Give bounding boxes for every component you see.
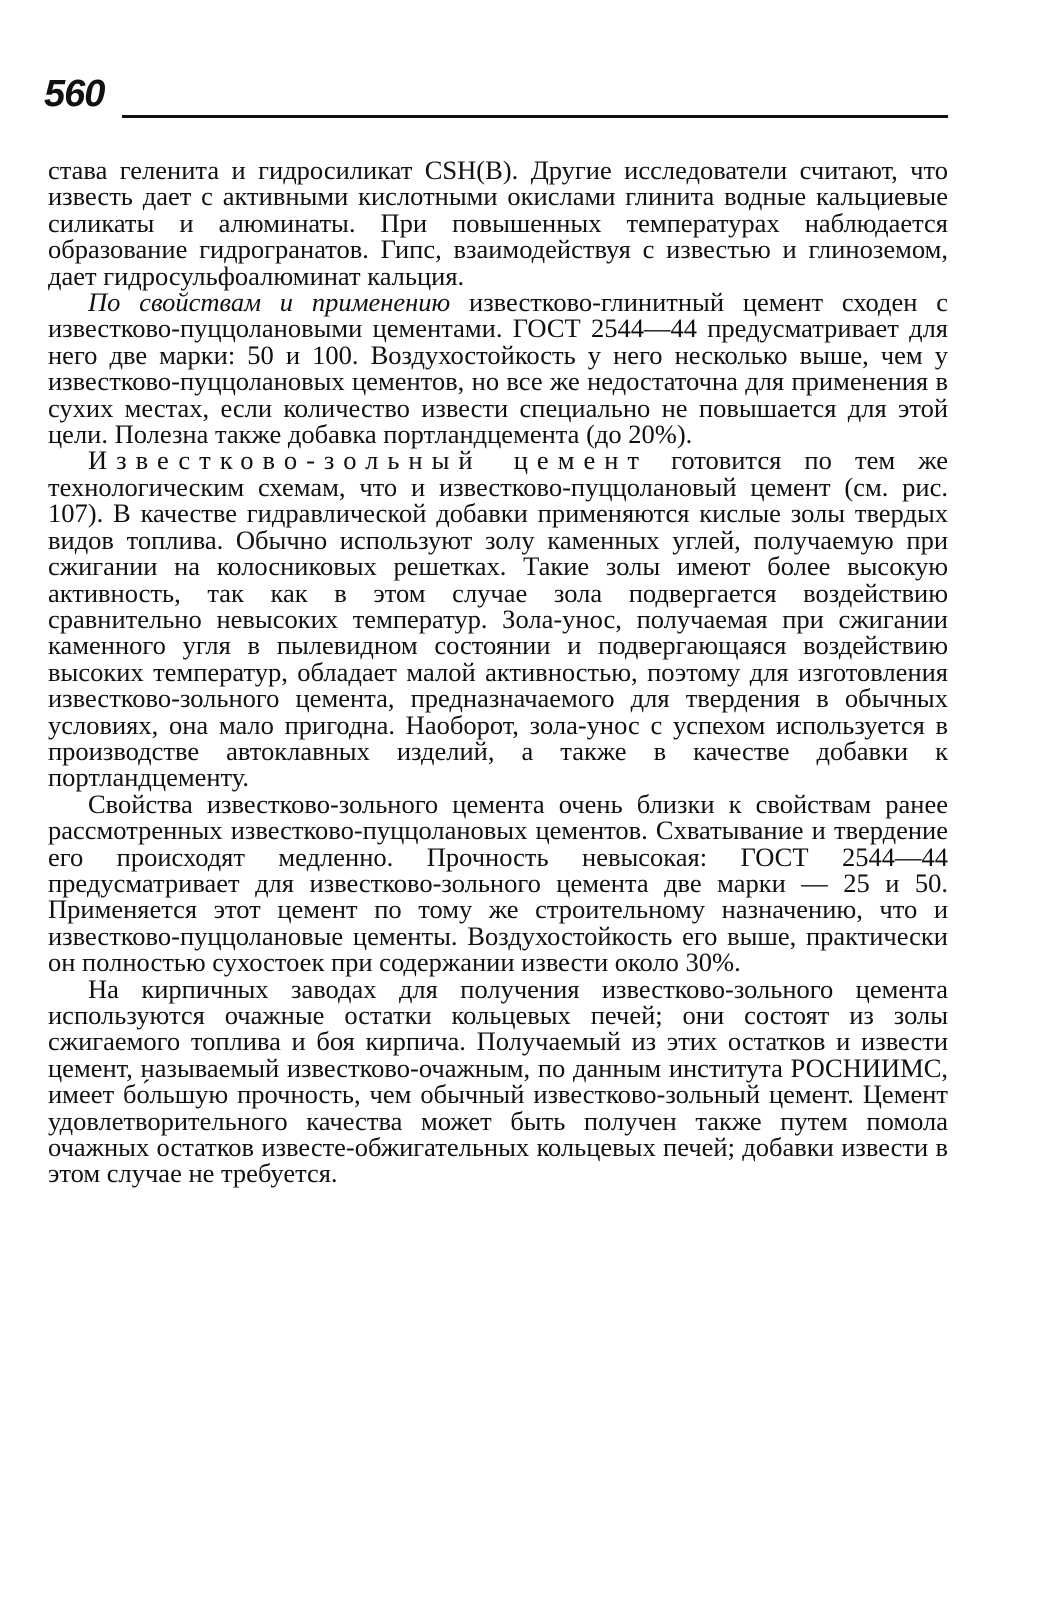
paragraph-text: Свойства известково-зольного цемента очень близки к свойствам ранее рассмотренных известково-пуццолановых цементов. Схватывание и твердение его происходят медленно. Прочность невысокая: ГОСТ 2544—44 предусматривает для известково-зольного цемента две марки — 25 и 50. Применяется этот цемент по тому же строительному назначению, что и известково-пуццолановые цементы. Воздухостойкость его выше, практически он полностью сухостоек при содержании извести около 30%.: [48, 788, 948, 978]
paragraph: [48, 445, 948, 793]
paragraph-text: става геленита и гидросиликат CSH(B). Другие исследователи считают, что известь дает с активными кислотными окислами глинита водные кальциевые силикаты и алюминаты. При повышенных температурах наблюдается образование гидрогранатов. Гипс, взаимодействуя с известью и глиноземом, дает гидросульфоалюминат кальция.: [48, 155, 948, 291]
paragraph-lead-italic: По свойствам и применению: [88, 287, 451, 318]
paragraph: [48, 287, 948, 450]
paragraph-lead-spaced: Известково-зольный цемент: [88, 445, 648, 476]
paragraph: [48, 973, 948, 1189]
page-header: [44, 72, 948, 122]
paragraph-text: На кирпичных заводах для получения известково-зольного цемента используются очажные остатки кольцевых печей; они состоят из золы сжигаемого топлива и боя кирпича. Получаемый из этих остатков и извести цемент, называемый известково-очажным, по данным института РОСНИИМС, имеет бо́льшую прочность, чем обычный известково-зольный цемент. Цемент удовлетворительного качества может быть получен также путем помола очажных остатков известе-обжигательных кольцевых печей; добавки извести в этом случае не требуется.: [48, 973, 948, 1189]
page-number: 560: [44, 73, 105, 115]
paragraph-text: известково-глинитный цемент сходен с известково-пуццолановыми цементами. ГОСТ 2544—44 предусматривает для него две марки: 50 и 100. Воздухостойкость у него несколько выше, чем у известково-пуццолановых цементов, но все же недостаточна для применения в сухих местах, если количество извести специально не повышается для этой цели. Полезна также добавка портландцемента (до 20%).: [48, 287, 948, 450]
paragraph-text: готовится по тем же технологическим схемам, что и известково-пуццолановый цемент (см. рис. 107). В качестве гидравлической добавки применяются кислые золы твердых видов топлива. Обычно используют золу каменных углей, получаемую при сжигании на колосниковых решетках. Такие золы имеют более высокую активность, так как в этом случае зола подвергается воздействию сравнительно невысоких температур. Зола-унос, получаемая при сжигании каменного угля в пылевидном состоянии и подвергающаяся воздействию высоких температур, обладает малой активностью, поэтому для изготовления известково-зольного цемента, предназначаемого для твердения в обычных условиях, она мало пригодна. Наоборот, зола-унос с успехом используется в производстве автоклавных изделий, а также в качестве добавки к портландцементу.: [48, 445, 948, 793]
paragraph: [48, 157, 948, 289]
paragraph: [48, 788, 948, 978]
body-text: [48, 157, 948, 1187]
header-rule: [122, 115, 948, 118]
